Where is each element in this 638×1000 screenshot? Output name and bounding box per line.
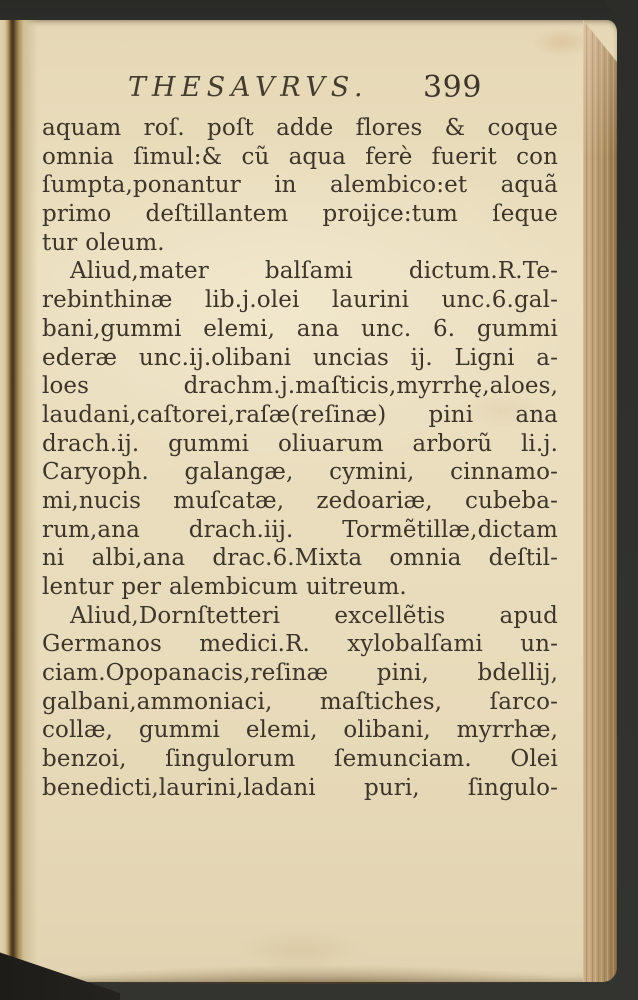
text-line: Caryoph. galangæ, cymini, cinnamo- [42,459,558,486]
text-line: tur oleum. [42,229,165,256]
text-line: Germanos medici.R. xylobalſami un- [42,631,558,658]
text-line: rebinthinæ lib.j.olei laurini unc.6.gal- [42,287,558,314]
fore-edge-page-stack [583,20,617,982]
bottom-edge-shadow [30,958,607,984]
text-line: aquam roſ. poſt adde flores & coque [42,115,558,141]
text-line: lentur per alembicum uitreum. [42,574,407,600]
text-line: collæ, gummi elemi, olibani, myrrhæ, [42,717,558,744]
text-line: ciam.Opopanacis,reſinæ pini, bdellij, [42,660,558,687]
printed-content [42,68,558,803]
gutter-shadow [0,20,40,982]
text-line: Aliud,mater balſami dictum.R.Te- [70,258,558,285]
book-page [0,20,617,982]
text-line: mi,nucis muſcatæ, zedoariæ, cubeba- [42,487,558,514]
text-line: benzoi, ſingulorum ſemunciam. Olei [42,746,558,773]
text-line: benedicti,laurini,ladani puri, ſingulo- [42,774,558,801]
text-line: primo deſtillantem proijce:tum ſeque [42,201,558,228]
text-line: ni albi,ana drac.6.Mixta omnia deſtil- [42,545,558,572]
running-head [42,68,558,112]
text-line: omnia ſimul:& cũ aqua ferè fuerit con [42,143,558,170]
text-line: ederæ unc.ij.olibani uncias ij. Ligni a- [42,344,558,371]
text-line: laudani,caſtorei,raſæ(reſinæ) pini ana [42,401,558,428]
text-line: loes drachm.j.maſticis,myrrhę,aloes, [42,373,558,400]
running-title: THESAVRVS. [128,72,369,103]
text-line: ſumpta,ponantur in alembico:et aquã [42,172,558,199]
page-number: 399 [423,70,483,105]
text-line: bani,gummi elemi, ana unc. 6. gummi [42,315,558,342]
text-line: galbani,ammoniaci, maſtiches, ſarco- [42,688,558,715]
text-block [42,114,558,803]
text-line: Aliud,Dornſtetteri excellẽtis apud [70,602,558,629]
text-line: rum,ana drach.iij. Tormẽtillæ,dictam [42,516,558,543]
text-line: drach.ij. gummi oliuarum arborũ li.j. [42,430,558,457]
